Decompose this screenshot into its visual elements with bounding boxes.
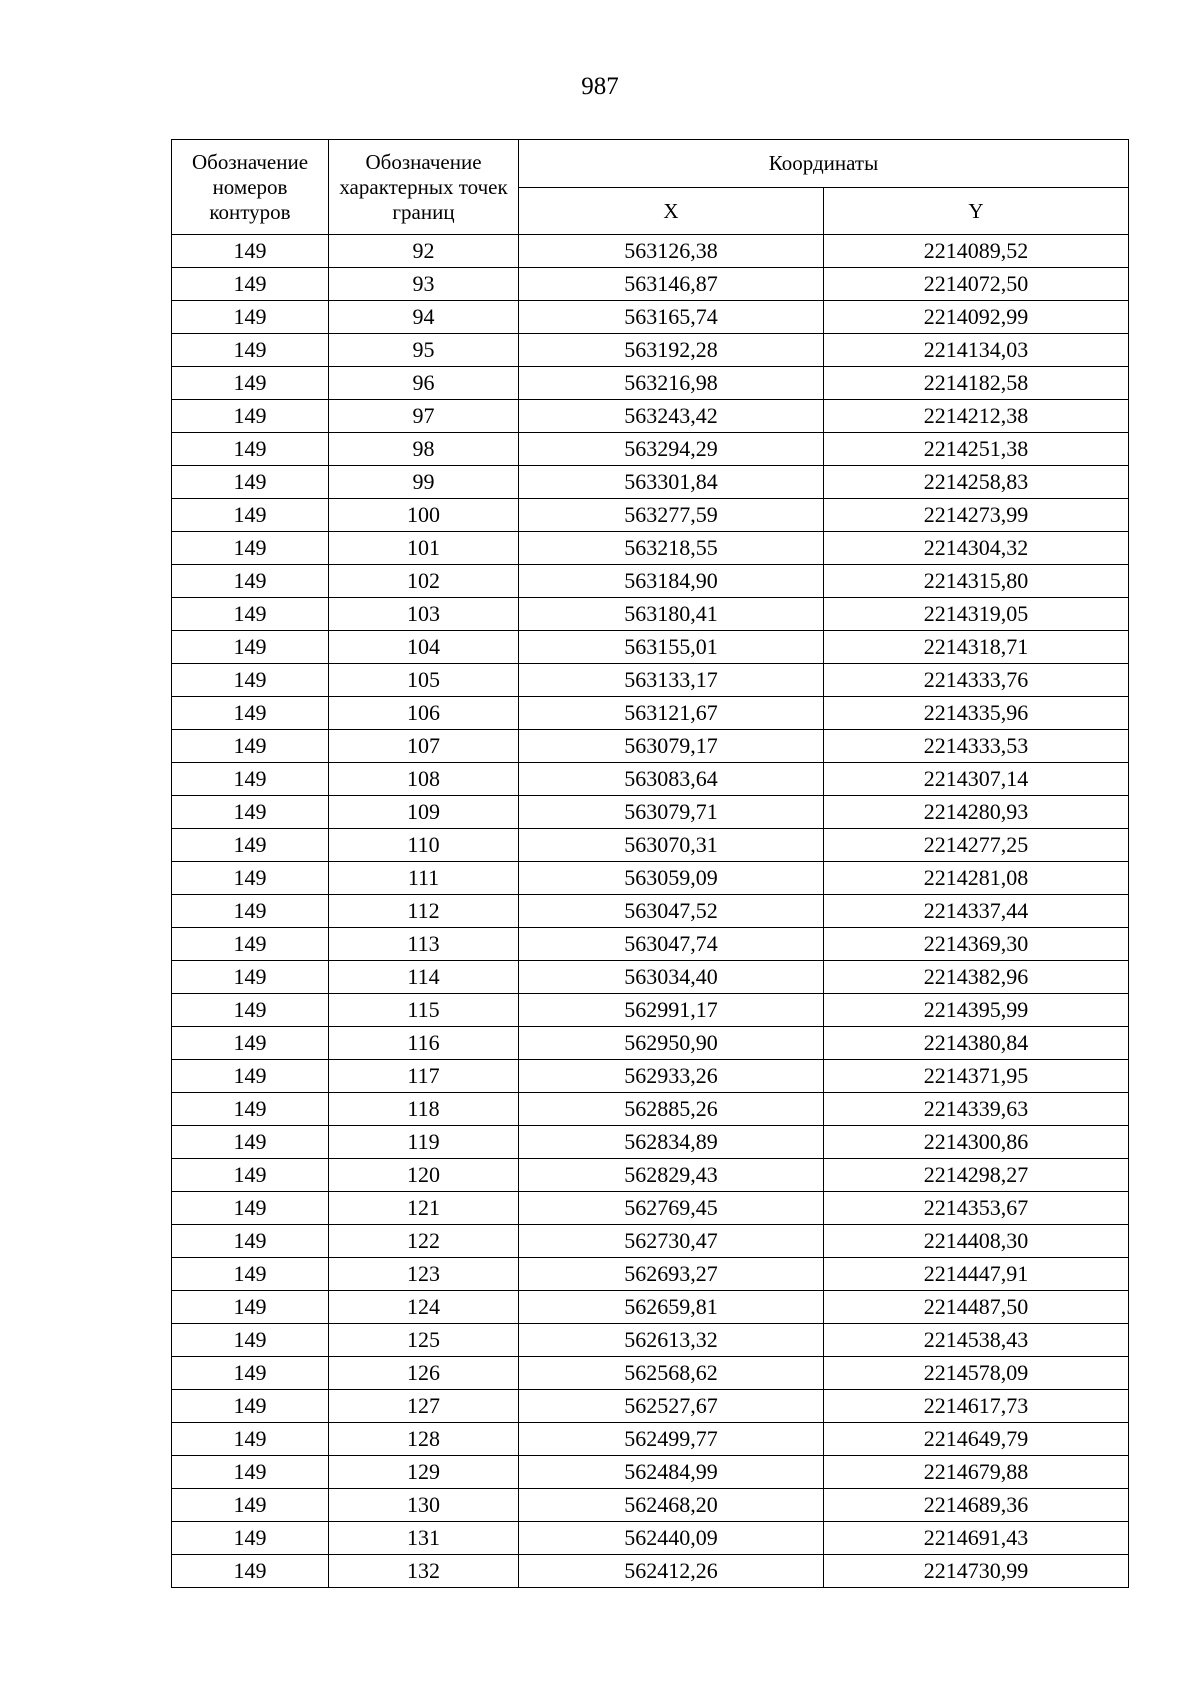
cell-x-coordinate: 562568,62 — [519, 1357, 824, 1390]
cell-point-number: 104 — [329, 631, 519, 664]
cell-contour-number: 149 — [172, 796, 329, 829]
cell-contour-number: 149 — [172, 1093, 329, 1126]
cell-contour-number: 149 — [172, 598, 329, 631]
cell-point-number: 113 — [329, 928, 519, 961]
cell-point-number: 93 — [329, 268, 519, 301]
table-row — [172, 1522, 1129, 1555]
cell-contour-number: 149 — [172, 235, 329, 268]
cell-x-coordinate: 563277,59 — [519, 499, 824, 532]
cell-x-coordinate: 562527,67 — [519, 1390, 824, 1423]
cell-y-coordinate: 2214251,38 — [824, 433, 1129, 466]
cell-contour-number: 149 — [172, 994, 329, 1027]
cell-x-coordinate: 562412,26 — [519, 1555, 824, 1588]
cell-x-coordinate: 563184,90 — [519, 565, 824, 598]
cell-y-coordinate: 2214333,53 — [824, 730, 1129, 763]
cell-y-coordinate: 2214578,09 — [824, 1357, 1129, 1390]
cell-point-number: 116 — [329, 1027, 519, 1060]
table-row — [172, 1390, 1129, 1423]
table-row — [172, 1258, 1129, 1291]
cell-y-coordinate: 2214258,83 — [824, 466, 1129, 499]
cell-contour-number: 149 — [172, 1456, 329, 1489]
cell-point-number: 92 — [329, 235, 519, 268]
cell-x-coordinate: 563059,09 — [519, 862, 824, 895]
cell-x-coordinate: 563180,41 — [519, 598, 824, 631]
cell-contour-number: 149 — [172, 664, 329, 697]
cell-y-coordinate: 2214730,99 — [824, 1555, 1129, 1588]
table-row — [172, 499, 1129, 532]
cell-y-coordinate: 2214304,32 — [824, 532, 1129, 565]
cell-point-number: 105 — [329, 664, 519, 697]
cell-x-coordinate: 562484,99 — [519, 1456, 824, 1489]
table-row — [172, 334, 1129, 367]
cell-point-number: 96 — [329, 367, 519, 400]
cell-y-coordinate: 2214337,44 — [824, 895, 1129, 928]
cell-contour-number: 149 — [172, 1489, 329, 1522]
cell-point-number: 110 — [329, 829, 519, 862]
cell-point-number: 106 — [329, 697, 519, 730]
table-row — [172, 400, 1129, 433]
cell-y-coordinate: 2214353,67 — [824, 1192, 1129, 1225]
table-row — [172, 598, 1129, 631]
cell-contour-number: 149 — [172, 895, 329, 928]
cell-x-coordinate: 563034,40 — [519, 961, 824, 994]
cell-x-coordinate: 562613,32 — [519, 1324, 824, 1357]
cell-point-number: 126 — [329, 1357, 519, 1390]
cell-x-coordinate: 563133,17 — [519, 664, 824, 697]
table-row — [172, 466, 1129, 499]
table-row — [172, 994, 1129, 1027]
table-body — [172, 235, 1129, 1588]
cell-x-coordinate: 563126,38 — [519, 235, 824, 268]
cell-point-number: 120 — [329, 1159, 519, 1192]
cell-point-number: 109 — [329, 796, 519, 829]
cell-x-coordinate: 562468,20 — [519, 1489, 824, 1522]
cell-point-number: 112 — [329, 895, 519, 928]
table-row — [172, 664, 1129, 697]
header-row-top — [172, 140, 1129, 188]
cell-y-coordinate: 2214380,84 — [824, 1027, 1129, 1060]
cell-x-coordinate: 562991,17 — [519, 994, 824, 1027]
cell-contour-number: 149 — [172, 1423, 329, 1456]
cell-x-coordinate: 563047,52 — [519, 895, 824, 928]
cell-contour-number: 149 — [172, 1522, 329, 1555]
table-row — [172, 1555, 1129, 1588]
table-row — [172, 730, 1129, 763]
cell-contour-number: 149 — [172, 268, 329, 301]
cell-contour-number: 149 — [172, 1390, 329, 1423]
cell-y-coordinate: 2214280,93 — [824, 796, 1129, 829]
header-coordinates: Координаты — [519, 140, 1129, 188]
table-row — [172, 1159, 1129, 1192]
cell-y-coordinate: 2214281,08 — [824, 862, 1129, 895]
cell-x-coordinate: 563301,84 — [519, 466, 824, 499]
cell-point-number: 121 — [329, 1192, 519, 1225]
cell-contour-number: 149 — [172, 829, 329, 862]
cell-point-number: 107 — [329, 730, 519, 763]
cell-y-coordinate: 2214487,50 — [824, 1291, 1129, 1324]
cell-y-coordinate: 2214339,63 — [824, 1093, 1129, 1126]
cell-x-coordinate: 563155,01 — [519, 631, 824, 664]
table-row — [172, 367, 1129, 400]
cell-contour-number: 149 — [172, 1192, 329, 1225]
header-x: X — [519, 188, 824, 235]
cell-contour-number: 149 — [172, 1027, 329, 1060]
coordinates-table — [171, 139, 1129, 1588]
table-row — [172, 433, 1129, 466]
cell-contour-number: 149 — [172, 1555, 329, 1588]
cell-contour-number: 149 — [172, 433, 329, 466]
cell-x-coordinate: 562834,89 — [519, 1126, 824, 1159]
cell-x-coordinate: 563216,98 — [519, 367, 824, 400]
cell-point-number: 119 — [329, 1126, 519, 1159]
table-row — [172, 565, 1129, 598]
table-row — [172, 961, 1129, 994]
cell-point-number: 114 — [329, 961, 519, 994]
cell-y-coordinate: 2214072,50 — [824, 268, 1129, 301]
cell-point-number: 103 — [329, 598, 519, 631]
cell-y-coordinate: 2214298,27 — [824, 1159, 1129, 1192]
cell-point-number: 118 — [329, 1093, 519, 1126]
table-row — [172, 1126, 1129, 1159]
cell-x-coordinate: 563070,31 — [519, 829, 824, 862]
cell-x-coordinate: 563165,74 — [519, 301, 824, 334]
cell-contour-number: 149 — [172, 763, 329, 796]
cell-contour-number: 149 — [172, 499, 329, 532]
cell-contour-number: 149 — [172, 697, 329, 730]
table-row — [172, 1423, 1129, 1456]
cell-point-number: 123 — [329, 1258, 519, 1291]
cell-contour-number: 149 — [172, 367, 329, 400]
cell-y-coordinate: 2214092,99 — [824, 301, 1129, 334]
cell-y-coordinate: 2214617,73 — [824, 1390, 1129, 1423]
cell-contour-number: 149 — [172, 631, 329, 664]
cell-contour-number: 149 — [172, 862, 329, 895]
table-row — [172, 895, 1129, 928]
cell-x-coordinate: 562769,45 — [519, 1192, 824, 1225]
cell-x-coordinate: 563047,74 — [519, 928, 824, 961]
table-row — [172, 235, 1129, 268]
cell-y-coordinate: 2214408,30 — [824, 1225, 1129, 1258]
cell-y-coordinate: 2214395,99 — [824, 994, 1129, 1027]
cell-y-coordinate: 2214300,86 — [824, 1126, 1129, 1159]
cell-y-coordinate: 2214315,80 — [824, 565, 1129, 598]
cell-contour-number: 149 — [172, 1291, 329, 1324]
cell-point-number: 128 — [329, 1423, 519, 1456]
table-row — [172, 697, 1129, 730]
cell-x-coordinate: 563079,17 — [519, 730, 824, 763]
cell-y-coordinate: 2214182,58 — [824, 367, 1129, 400]
cell-x-coordinate: 562933,26 — [519, 1060, 824, 1093]
cell-x-coordinate: 562440,09 — [519, 1522, 824, 1555]
cell-x-coordinate: 563218,55 — [519, 532, 824, 565]
cell-contour-number: 149 — [172, 1324, 329, 1357]
cell-y-coordinate: 2214212,38 — [824, 400, 1129, 433]
header-y: Y — [824, 188, 1129, 235]
cell-x-coordinate: 563083,64 — [519, 763, 824, 796]
cell-point-number: 108 — [329, 763, 519, 796]
cell-x-coordinate: 562885,26 — [519, 1093, 824, 1126]
table-row — [172, 829, 1129, 862]
cell-y-coordinate: 2214318,71 — [824, 631, 1129, 664]
cell-contour-number: 149 — [172, 565, 329, 598]
cell-x-coordinate: 562950,90 — [519, 1027, 824, 1060]
cell-point-number: 127 — [329, 1390, 519, 1423]
cell-y-coordinate: 2214319,05 — [824, 598, 1129, 631]
cell-x-coordinate: 563146,87 — [519, 268, 824, 301]
cell-y-coordinate: 2214333,76 — [824, 664, 1129, 697]
table-row — [172, 1489, 1129, 1522]
cell-y-coordinate: 2214307,14 — [824, 763, 1129, 796]
cell-y-coordinate: 2214691,43 — [824, 1522, 1129, 1555]
cell-y-coordinate: 2214538,43 — [824, 1324, 1129, 1357]
header-contour-number: Обозначение номеров контуров — [172, 140, 329, 235]
table-row — [172, 1324, 1129, 1357]
cell-y-coordinate: 2214371,95 — [824, 1060, 1129, 1093]
cell-point-number: 131 — [329, 1522, 519, 1555]
cell-point-number: 111 — [329, 862, 519, 895]
cell-point-number: 97 — [329, 400, 519, 433]
table-row — [172, 1357, 1129, 1390]
cell-x-coordinate: 562829,43 — [519, 1159, 824, 1192]
table-row — [172, 796, 1129, 829]
cell-contour-number: 149 — [172, 1258, 329, 1291]
cell-point-number: 117 — [329, 1060, 519, 1093]
table-row — [172, 1225, 1129, 1258]
cell-contour-number: 149 — [172, 1060, 329, 1093]
table-row — [172, 1093, 1129, 1126]
cell-y-coordinate: 2214277,25 — [824, 829, 1129, 862]
cell-x-coordinate: 563294,29 — [519, 433, 824, 466]
cell-point-number: 124 — [329, 1291, 519, 1324]
table-row — [172, 631, 1129, 664]
cell-contour-number: 149 — [172, 301, 329, 334]
cell-point-number: 99 — [329, 466, 519, 499]
cell-y-coordinate: 2214089,52 — [824, 235, 1129, 268]
table-row — [172, 301, 1129, 334]
cell-x-coordinate: 563192,28 — [519, 334, 824, 367]
cell-point-number: 102 — [329, 565, 519, 598]
cell-x-coordinate: 562499,77 — [519, 1423, 824, 1456]
cell-x-coordinate: 562730,47 — [519, 1225, 824, 1258]
cell-contour-number: 149 — [172, 334, 329, 367]
table-row — [172, 1192, 1129, 1225]
header-boundary-point: Обозначение характерных точек границ — [329, 140, 519, 235]
cell-contour-number: 149 — [172, 400, 329, 433]
cell-contour-number: 149 — [172, 928, 329, 961]
table-row — [172, 1060, 1129, 1093]
cell-point-number: 129 — [329, 1456, 519, 1489]
cell-contour-number: 149 — [172, 1225, 329, 1258]
table-row — [172, 1291, 1129, 1324]
cell-x-coordinate: 563121,67 — [519, 697, 824, 730]
cell-y-coordinate: 2214382,96 — [824, 961, 1129, 994]
cell-contour-number: 149 — [172, 1159, 329, 1192]
table-row — [172, 532, 1129, 565]
cell-point-number: 101 — [329, 532, 519, 565]
cell-point-number: 115 — [329, 994, 519, 1027]
cell-x-coordinate: 562659,81 — [519, 1291, 824, 1324]
cell-x-coordinate: 562693,27 — [519, 1258, 824, 1291]
cell-x-coordinate: 563243,42 — [519, 400, 824, 433]
cell-point-number: 100 — [329, 499, 519, 532]
cell-point-number: 94 — [329, 301, 519, 334]
cell-point-number: 125 — [329, 1324, 519, 1357]
cell-y-coordinate: 2214689,36 — [824, 1489, 1129, 1522]
table-header — [172, 140, 1129, 235]
cell-y-coordinate: 2214273,99 — [824, 499, 1129, 532]
cell-y-coordinate: 2214447,91 — [824, 1258, 1129, 1291]
cell-y-coordinate: 2214679,88 — [824, 1456, 1129, 1489]
table-row — [172, 928, 1129, 961]
cell-contour-number: 149 — [172, 1126, 329, 1159]
cell-contour-number: 149 — [172, 532, 329, 565]
cell-point-number: 130 — [329, 1489, 519, 1522]
cell-y-coordinate: 2214134,03 — [824, 334, 1129, 367]
page-number: 987 — [581, 73, 619, 100]
table-row — [172, 268, 1129, 301]
table-row — [172, 763, 1129, 796]
cell-x-coordinate: 563079,71 — [519, 796, 824, 829]
cell-contour-number: 149 — [172, 730, 329, 763]
table-row — [172, 1027, 1129, 1060]
cell-y-coordinate: 2214369,30 — [824, 928, 1129, 961]
cell-contour-number: 149 — [172, 961, 329, 994]
cell-point-number: 98 — [329, 433, 519, 466]
table-row — [172, 862, 1129, 895]
cell-point-number: 132 — [329, 1555, 519, 1588]
cell-contour-number: 149 — [172, 1357, 329, 1390]
cell-y-coordinate: 2214335,96 — [824, 697, 1129, 730]
cell-point-number: 122 — [329, 1225, 519, 1258]
cell-contour-number: 149 — [172, 466, 329, 499]
cell-point-number: 95 — [329, 334, 519, 367]
cell-y-coordinate: 2214649,79 — [824, 1423, 1129, 1456]
table-row — [172, 1456, 1129, 1489]
